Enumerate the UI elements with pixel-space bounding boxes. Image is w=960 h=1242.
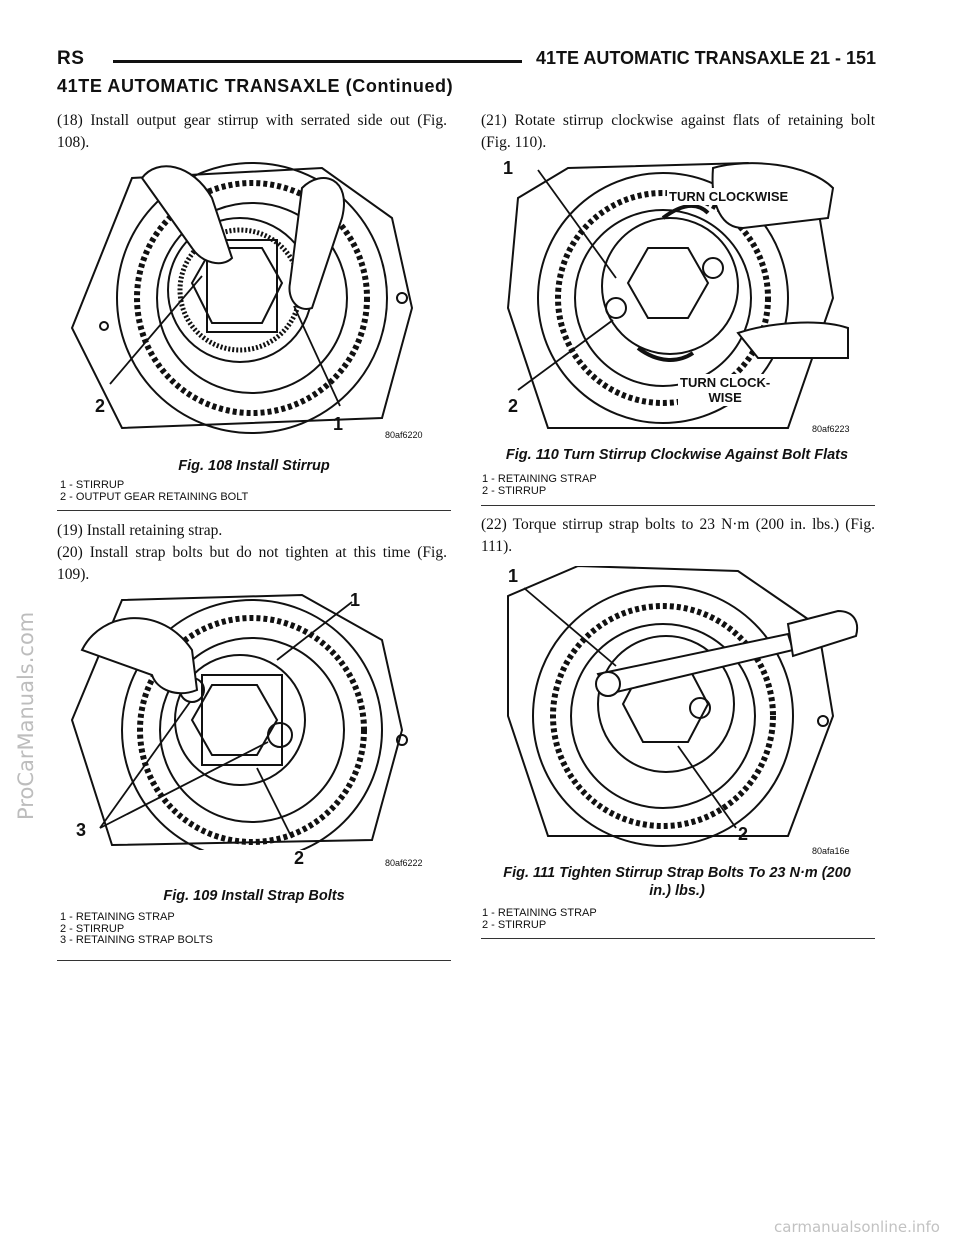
- fig-110-callout-2: 2: [508, 396, 519, 416]
- fig-109-callout-3: 3: [76, 820, 87, 840]
- fig-109-caption: Fig. 109 Install Strap Bolts: [163, 888, 345, 904]
- step-20-text: (20) Install strap bolts but do not tighten at this time (Fig. 109).: [57, 544, 447, 583]
- legend-item: 2 - STIRRUP: [482, 484, 547, 497]
- fig-109-illustration: [62, 590, 446, 850]
- legend-item: 2 - STIRRUP: [482, 918, 547, 931]
- fig-111-callout-2: 2: [738, 824, 749, 844]
- legend-item: 3 - RETAINING STRAP BOLTS: [60, 934, 213, 946]
- legend-item: 2 - OUTPUT GEAR RETAINING BOLT: [60, 490, 249, 503]
- fig-111-callout-1: 1: [508, 566, 519, 586]
- legend-item: 1 - RETAINING STRAP: [482, 907, 597, 919]
- fig-110-rule: [481, 505, 875, 506]
- fig-109-id: 80af6222: [385, 858, 423, 868]
- step-22-text: (22) Torque stirrup strap bolts to 23 N·m (200 in. lbs.) (Fig. 111).: [481, 516, 875, 555]
- header-section-code: RS: [57, 48, 85, 69]
- header-rule: [113, 60, 522, 63]
- legend-item: 2 - STIRRUP: [60, 922, 125, 935]
- fig-108-callout-1: 1: [333, 414, 344, 434]
- fig-111-caption-line: Fig. 111 Tighten Stirrup Strap Bolts To 23 N·m (200: [503, 865, 851, 881]
- step-21-text: (21) Rotate stirrup clockwise against flats of retaining bolt (Fig. 110).: [481, 112, 875, 151]
- step-18-text: (18) Install output gear stirrup with serrated side out (Fig. 108).: [57, 112, 447, 151]
- fig-110-legend: [482, 474, 597, 497]
- fig-109-legend: [60, 912, 213, 947]
- fig-108-callout-2: 2: [95, 396, 106, 416]
- fig-111-caption: [479, 864, 875, 900]
- fig-109-callout-1: 1: [350, 590, 361, 610]
- step-19-text: (19) Install retaining strap.: [57, 522, 223, 539]
- fig-110-label-line: TURN CLOCK-: [680, 375, 771, 390]
- section-continued-heading: 41TE AUTOMATIC TRANSAXLE (Continued): [57, 76, 454, 96]
- fig-111-rule: [481, 938, 875, 939]
- fig-110-callout-1: 1: [503, 158, 514, 178]
- fig-109-rule: [57, 960, 451, 961]
- fig-110-label-line: WISE: [708, 390, 742, 405]
- fig-108-illustration: [62, 158, 446, 444]
- fig-110-id: 80af6223: [812, 424, 850, 434]
- fig-110-caption: Fig. 110 Turn Stirrup Clockwise Against Bolt Flats: [505, 447, 849, 463]
- fig-109-callout-2: 2: [294, 848, 305, 868]
- fig-108-legend: [60, 480, 248, 503]
- legend-item: 1 - RETAINING STRAP: [60, 911, 175, 923]
- legend-item: 1 - RETAINING STRAP: [482, 473, 597, 485]
- fig-111-illustration: [488, 566, 872, 856]
- legend-item: 1 - STIRRUP: [60, 479, 125, 491]
- fig-108-caption: Fig. 108 Install Stirrup: [178, 458, 330, 474]
- side-watermark: ProCarManuals.com: [14, 611, 38, 820]
- page-number: 21 - 151: [810, 48, 877, 68]
- fig-110-label-turn-clockwise: TURN CLOCKWISE: [669, 189, 789, 204]
- fig-108-rule: [57, 510, 451, 511]
- fig-110-label-turn-clockwise-2: [678, 374, 772, 406]
- fig-111-caption-line: in.) lbs.): [649, 883, 705, 899]
- header-title: 41TE AUTOMATIC TRANSAXLE: [536, 48, 805, 68]
- fig-111-legend: [482, 908, 597, 931]
- fig-108-id: 80af6220: [385, 430, 423, 440]
- bottom-watermark: carmanualsonline.info: [774, 1218, 940, 1236]
- fig-111-id: 80afa16e: [812, 846, 850, 856]
